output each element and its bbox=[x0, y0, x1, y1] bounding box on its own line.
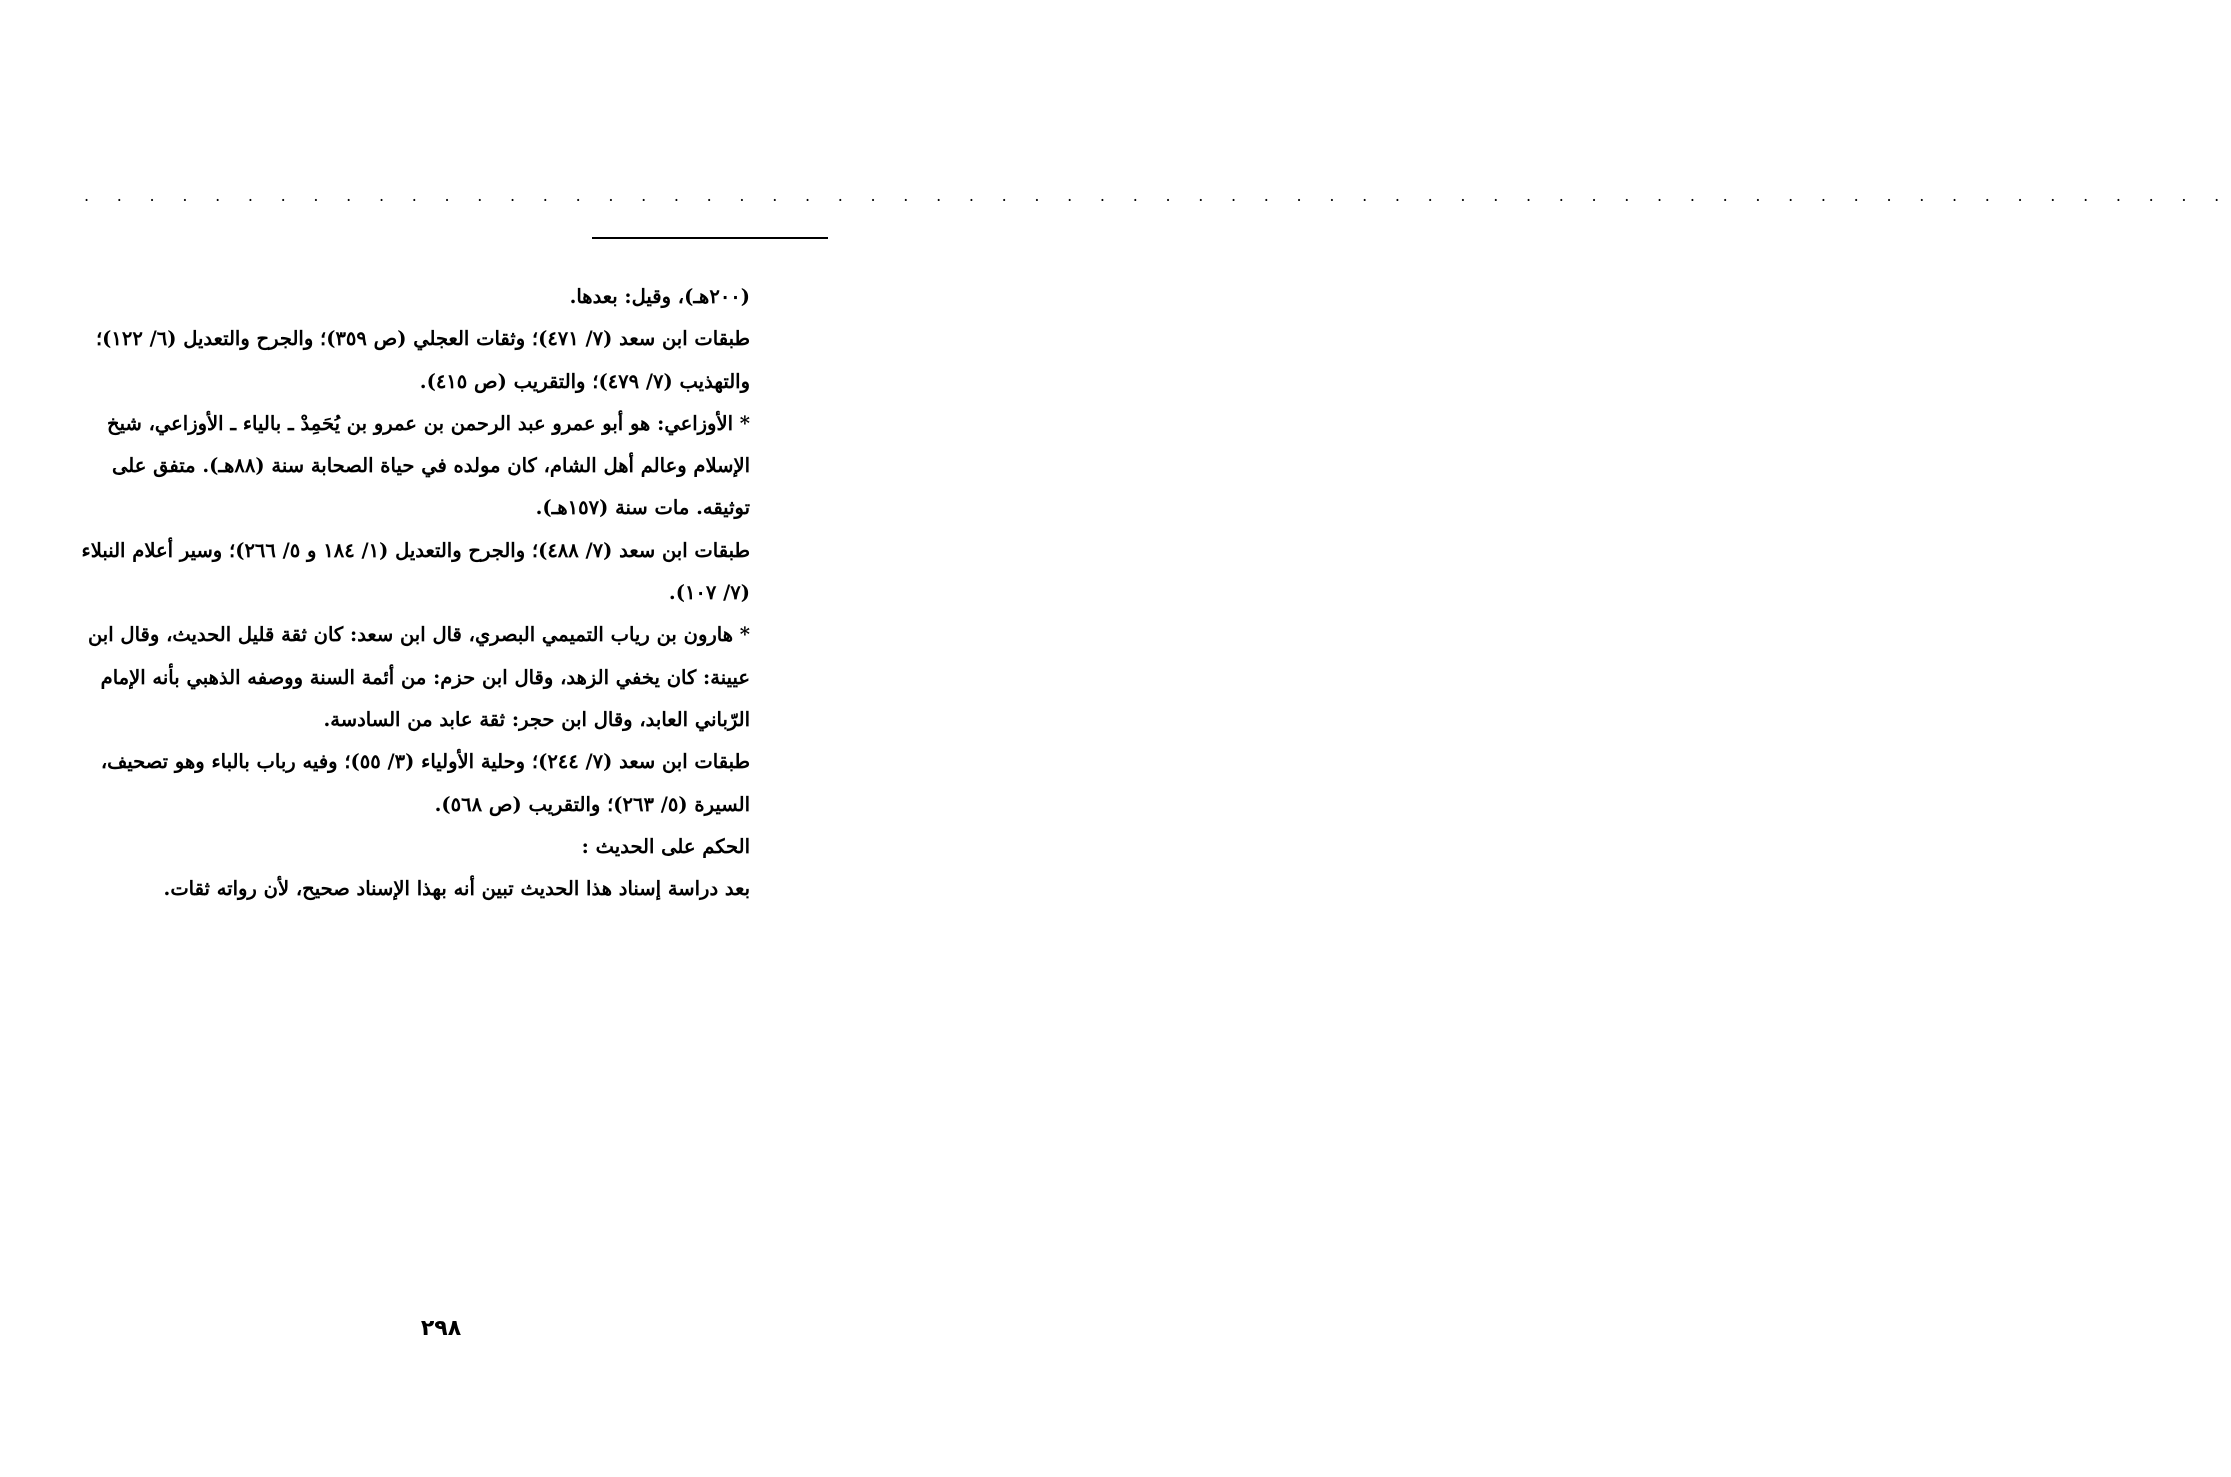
footnote-separator-dots: . . . . . . . . . . . . . . . . . . . . . . . . . . . . . . . . . . . . . . . . . . . . . . . . . . . . . . . . . . . . . . . . . . bbox=[84, 186, 2231, 205]
ruling-text: بعد دراسة إسناد هذا الحديث تبين أنه بهذا الإسناد صحيح، لأن رواته ثقات. bbox=[163, 877, 750, 901]
page-number: ٢٩٨ bbox=[420, 1316, 462, 1341]
paragraph-sources-1: طبقات ابن سعد (٧/ ٤٧١)؛ وثقات العجلي (ص ٣٥٩)؛ والجرح والتعديل (٦/ ١٢٢)؛ والتهذيب (٧/ ٤٧٩)؛ والتقريب (ص ٤١٥). bbox=[95, 327, 750, 393]
paragraph-harun-bio: * هارون بن رياب التميمي البصري، قال ابن سعد: كان ثقة قليل الحديث، وقال ابن عيينة: كان يخفي الزهد، وقال ابن حزم: من أئمة السنة ووصفه الذهبي بأنه الإمام الرّباني العابد، وقال ابن حجر: ثقة عابد من السادسة. bbox=[87, 623, 750, 731]
footnote-rule bbox=[592, 237, 828, 239]
paragraph-sources-3: طبقات ابن سعد (٧/ ٢٤٤)؛ وحلية الأولياء (٣/ ٥٥)؛ وفيه رباب بالباء وهو تصحيف، السيرة (٥/ ٢٦٣)؛ والتقريب (ص ٥٦٨). bbox=[100, 750, 750, 816]
paragraph-sources-2: طبقات ابن سعد (٧/ ٤٨٨)؛ والجرح والتعديل (١/ ١٨٤ و ٥/ ٢٦٦)؛ وسير أعلام النبلاء (٧/ ١٠٧). bbox=[81, 538, 750, 605]
paragraph-death-date: (٢٠٠هـ)، وقيل: بعدها. bbox=[569, 285, 750, 308]
footnote-body bbox=[78, 276, 750, 910]
paragraph-awzai-bio: * الأوزاعي: هو أبو عمرو عبد الرحمن بن عمرو بن يُحَمِدْ ـ بالياء ـ الأوزاعي، شيخ الإسلام وعالم أهل الشام، كان مولده في حياة الصحابة سنة (٨٨هـ). متفق على توثيقه. مات سنة (١٥٧هـ). bbox=[107, 411, 750, 520]
ruling-heading: الحكم على الحديث : bbox=[581, 834, 750, 858]
